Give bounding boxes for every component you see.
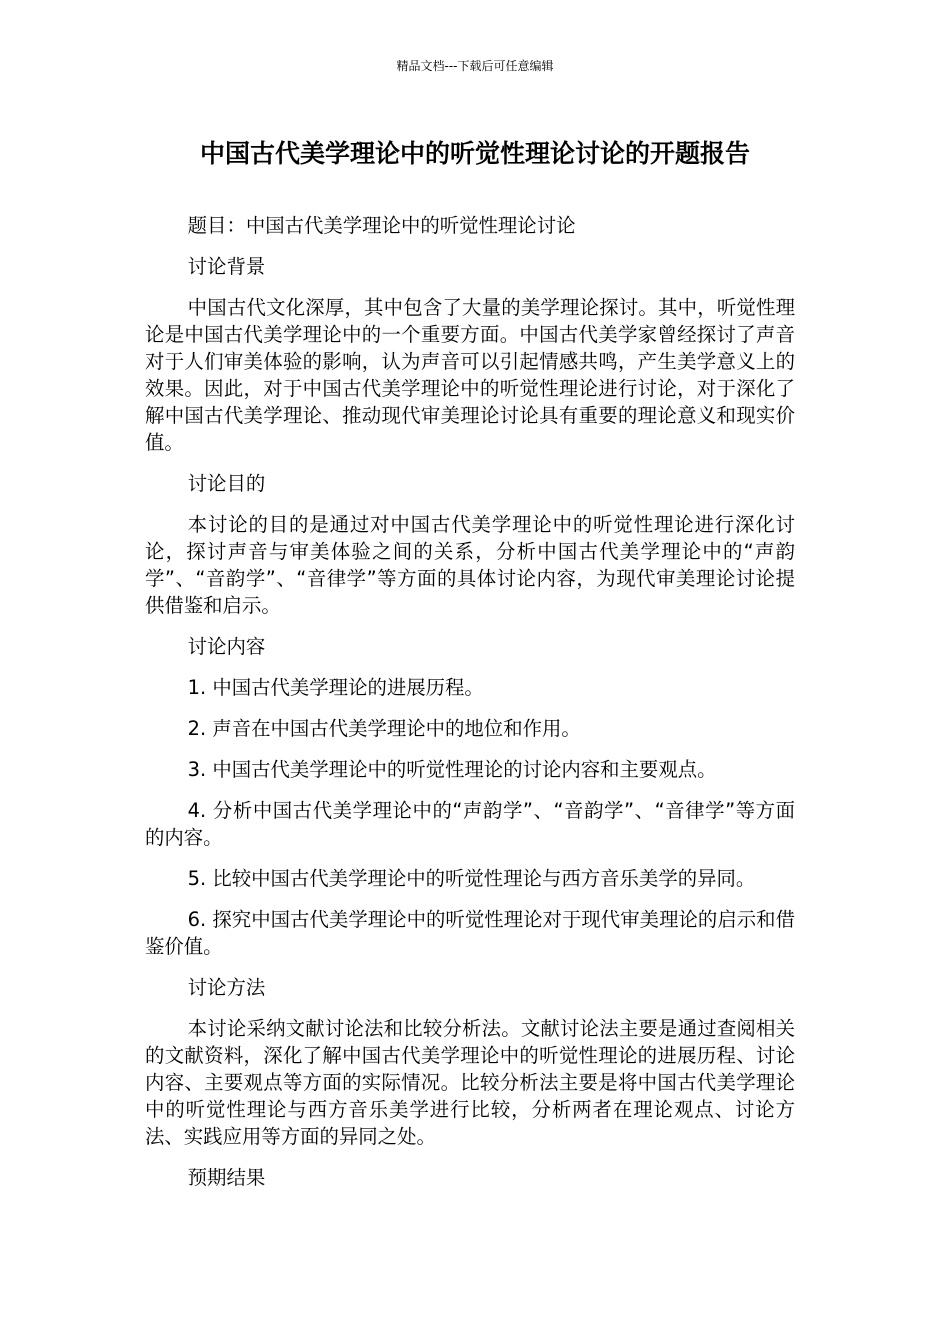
section-heading-content: 讨论内容 bbox=[187, 635, 266, 658]
document-body bbox=[145, 212, 795, 1205]
topic-line: 题目：中国古代美学理论中的听觉性理论讨论 bbox=[187, 214, 576, 237]
content-item-4: 4. 分析中国古代美学理论中的“声韵学”、“音韵学”、“音律学”等方面的内容。 bbox=[145, 799, 795, 849]
header-note: 精品文档---下载后可任意编辑 bbox=[396, 59, 554, 73]
section-heading-background: 讨论背景 bbox=[187, 255, 266, 278]
methods-paragraph: 本讨论采纳文献讨论法和比较分析法。文献讨论法主要是通过查阅相关的文献资料，深化了解中国古代美学理论中的听觉性理论的进展历程、讨论内容、主要观点等方面的实际情况。比较分析法主要是将中国古代美学理论中的听觉性理论与西方音乐美学进行比较，分析两者在理论观点、讨论方法、实践应用等方面的异同之处。 bbox=[145, 1017, 795, 1148]
section-heading-expected: 预期结果 bbox=[187, 1166, 266, 1189]
background-paragraph: 中国古代文化深厚，其中包含了大量的美学理论探讨。其中，听觉性理论是中国古代美学理论中的一个重要方面。中国古代美学家曾经探讨了声音对于人们审美体验的影响，认为声音可以引起情感共鸣，产生美学意义上的效果。因此，对于中国古代美学理论中的听觉性理论进行讨论，对于深化了解中国古代美学理论、推动现代审美理论讨论具有重要的理论意义和现实价值。 bbox=[145, 296, 795, 454]
content-item-5: 5. 比较中国古代美学理论中的听觉性理论与西方音乐美学的异同。 bbox=[187, 867, 756, 890]
purpose-paragraph: 本讨论的目的是通过对中国古代美学理论中的听觉性理论进行深化讨论，探讨声音与审美体验之间的关系，分析中国古代美学理论中的“声韵学”、“音韵学”、“音律学”等方面的具体讨论内容，为现代审美理论讨论提供借鉴和启示。 bbox=[145, 513, 795, 617]
section-heading-methods: 讨论方法 bbox=[187, 976, 266, 999]
document-title: 中国古代美学理论中的听觉性理论讨论的开题报告 bbox=[199, 139, 750, 168]
section-heading-purpose: 讨论目的 bbox=[187, 472, 266, 495]
content-item-1: 1. 中国古代美学理论的进展历程。 bbox=[187, 676, 484, 699]
content-item-3: 3. 中国古代美学理论中的听觉性理论的讨论内容和主要观点。 bbox=[187, 758, 717, 781]
content-item-6: 6. 探究中国古代美学理论中的听觉性理论对于现代审美理论的启示和借鉴价值。 bbox=[145, 908, 795, 958]
content-item-2: 2. 声音在中国古代美学理论中的地位和作用。 bbox=[187, 717, 581, 740]
